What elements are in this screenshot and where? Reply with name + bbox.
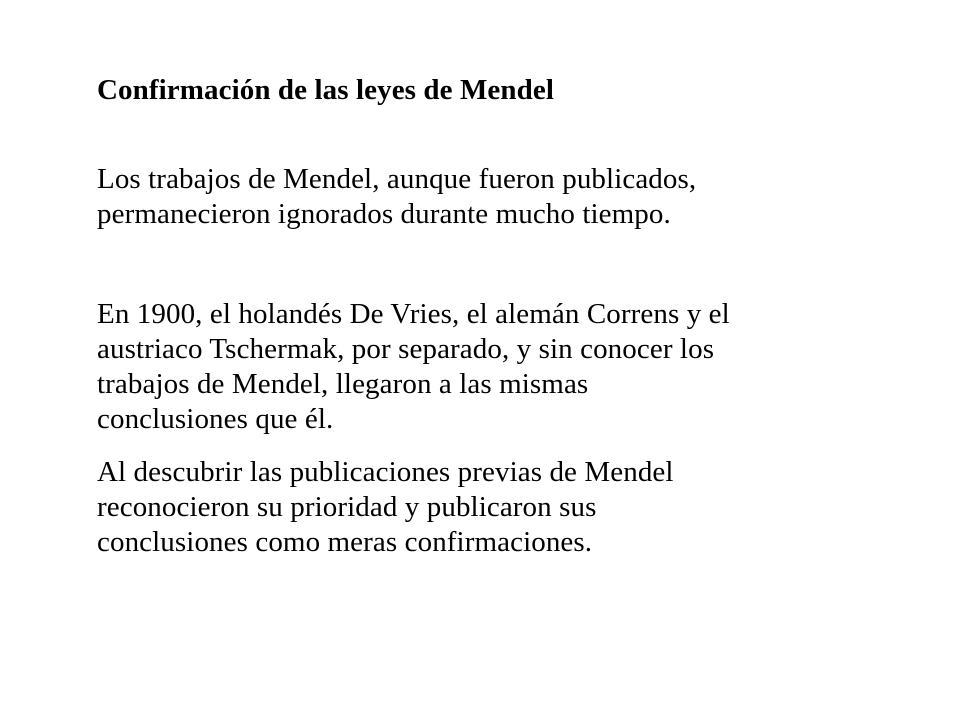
paragraph-1: [97, 162, 897, 232]
paragraph-3-line-3: conclusiones como meras confirmaciones.: [97, 526, 593, 558]
paragraph-1-line-1: Los trabajos de Mendel, aunque fueron publicados,: [97, 163, 697, 195]
slide-content: [97, 70, 897, 560]
paragraph-2-line-2: austriaco Tschermak, por separado, y sin conocer los: [97, 333, 715, 365]
paragraph-3-line-1: Al descubrir las publicaciones previas de Mendel: [97, 456, 674, 488]
slide-title: Confirmación de las leyes de Mendel: [97, 74, 554, 106]
paragraph-3: [97, 455, 897, 560]
paragraph-2: [97, 297, 897, 437]
paragraph-2-line-1: En 1900, el holandés De Vries, el alemán Correns y el: [97, 298, 730, 330]
paragraph-1-line-2: permanecieron ignorados durante mucho tiempo.: [97, 198, 671, 230]
paragraph-2-line-4: conclusiones que él.: [97, 403, 334, 435]
paragraph-3-line-2: reconocieron su prioridad y publicaron sus: [97, 491, 597, 523]
paragraph-2-line-3: trabajos de Mendel, llegaron a las mismas: [97, 368, 589, 400]
